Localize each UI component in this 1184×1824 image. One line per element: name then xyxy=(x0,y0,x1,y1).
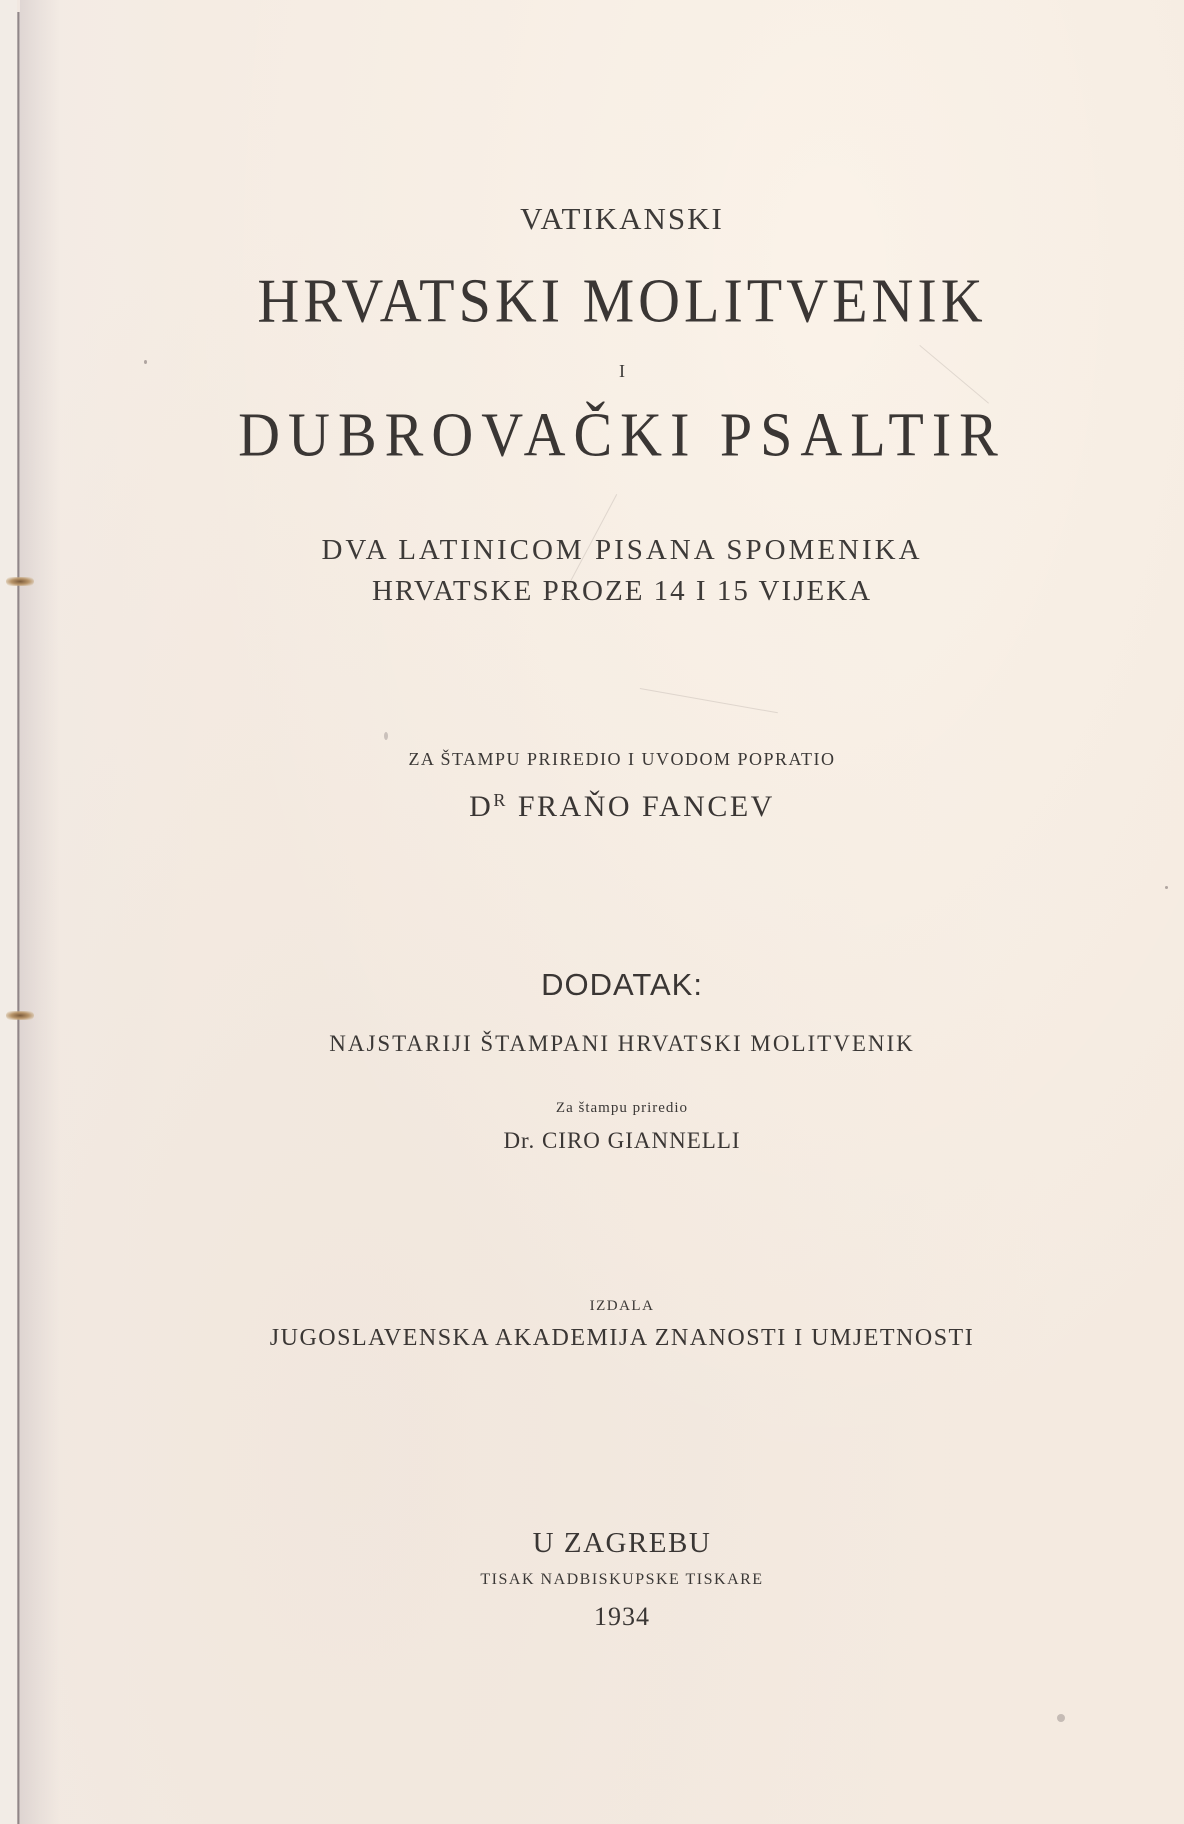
appendix-editor-name: Dr. CIRO GIANNELLI xyxy=(503,1128,741,1153)
subtitle-line-1: DVA LATINICOM PISANA SPOMENIKA xyxy=(321,534,923,566)
publisher-name: JUGOSLAVENSKA AKADEMIJA ZNANOSTI I UMJETNOSTI xyxy=(269,1325,975,1351)
main-title-line-2: DUBROVAČKI PSALTIR xyxy=(238,399,1006,470)
editor-name xyxy=(60,791,1184,822)
appendix-title: NAJSTARIJI ŠTAMPANI HRVATSKI MOLITVENIK xyxy=(329,1031,915,1056)
imprint-year: 1934 xyxy=(594,1602,650,1631)
editor-label: ZA ŠTAMPU PRIREDIO I UVODOM POPRATIO xyxy=(408,749,836,769)
publisher-label: IZDALA xyxy=(589,1298,655,1314)
editor-name-text: FRAŇO FANCEV xyxy=(507,790,775,823)
appendix-editor-label: Za štampu priredio xyxy=(555,1100,689,1116)
subtitle-line-2: HRVATSKE PROZE 14 I 15 VIJEKA xyxy=(371,575,873,607)
imprint-place: U ZAGREBU xyxy=(532,1527,712,1559)
editor-title-superscript: R xyxy=(493,790,508,810)
title-conjunction: I xyxy=(619,361,625,381)
title-prefix: VATIKANSKI xyxy=(520,201,724,236)
editor-title-prefix: D xyxy=(469,790,494,823)
main-title-line-1: HRVATSKI MOLITVENIK xyxy=(257,265,987,336)
imprint-printer: TISAK NADBISKUPSKE TISKARE xyxy=(480,1571,764,1588)
appendix-heading: DODATAK: xyxy=(541,967,703,1002)
